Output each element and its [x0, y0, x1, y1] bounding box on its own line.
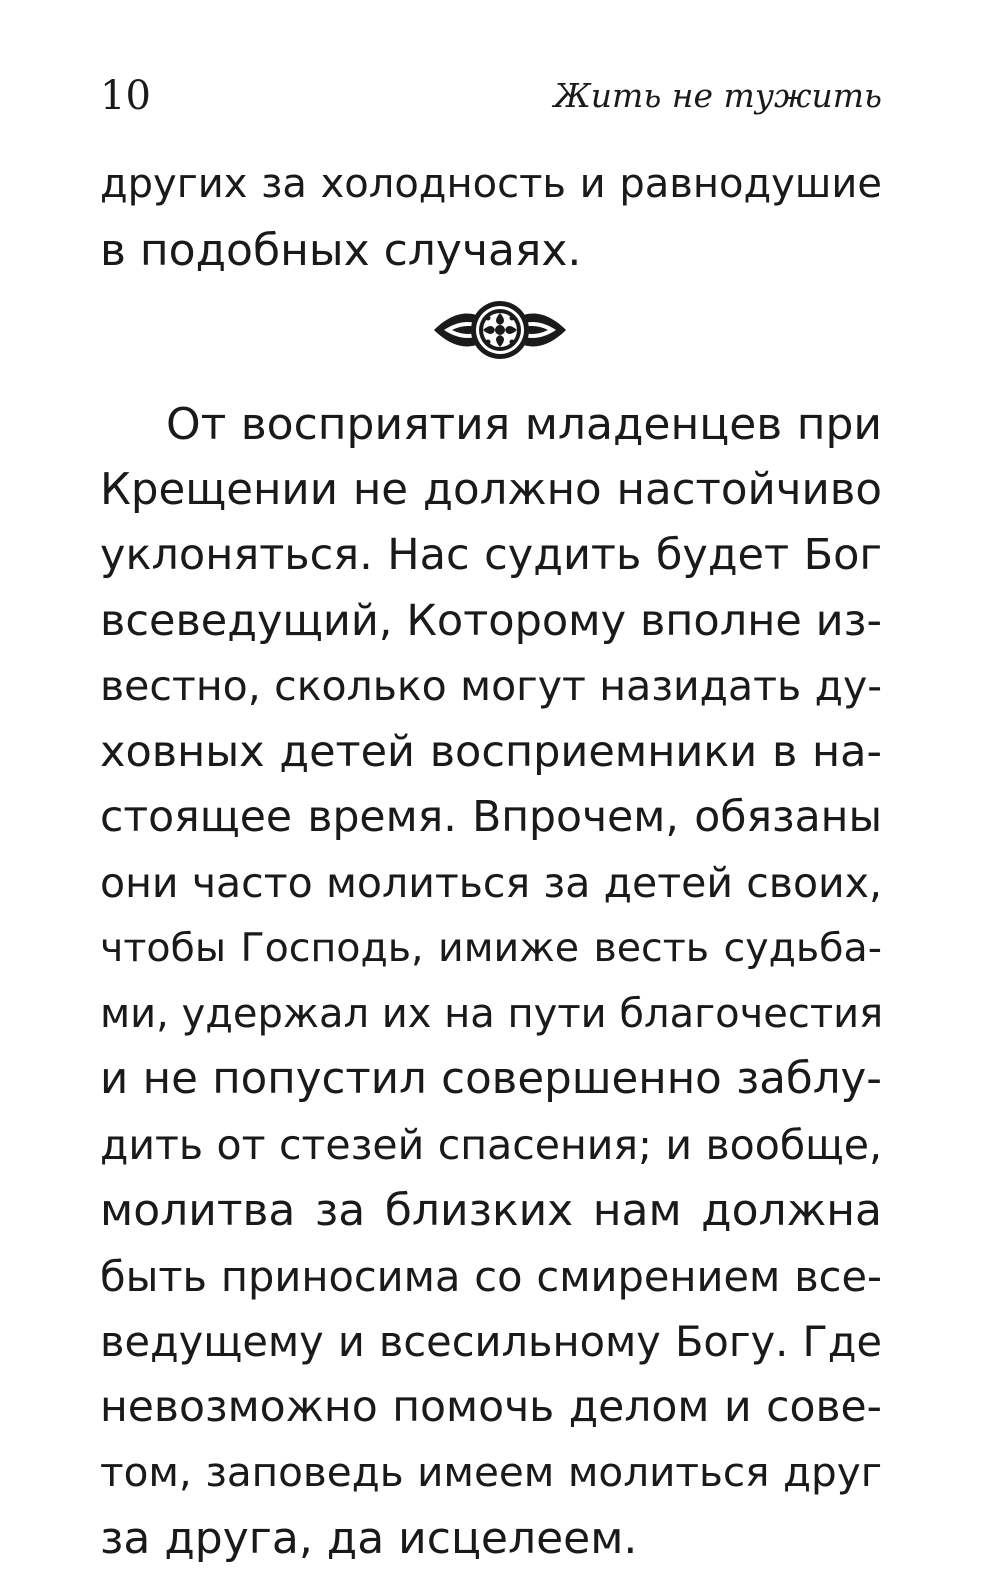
text-line: Крещении не должно настойчиво	[100, 458, 882, 524]
page-number: 10	[100, 66, 151, 126]
text-line: быть приносима со смирением все-	[100, 1244, 882, 1310]
running-title: Жить не тужить	[554, 66, 882, 126]
text-line: в подобных случаях.	[100, 218, 882, 284]
page-header	[100, 66, 882, 126]
text-line: вестно, сколько могут назидать ду-	[100, 654, 882, 720]
text-line: ховных детей восприемники в на-	[100, 720, 882, 786]
text-line: ми, удержал их на пути благочестия	[100, 982, 882, 1048]
text-line: От восприятия младенцев при	[100, 392, 882, 458]
text-line: ведущему и всесильному Богу. Где	[100, 1309, 882, 1375]
text-line: молитва за близких нам должна	[100, 1178, 882, 1244]
text-line: других за холодность и равнодушие	[100, 152, 882, 218]
text-line: чтобы Господь, имиже весть судьба-	[100, 916, 882, 982]
continuation-text	[100, 152, 882, 283]
text-line: и не попустил совершенно заблу-	[100, 1047, 882, 1113]
ornamental-rosette-icon	[430, 298, 570, 362]
text-line: за друга, да исцелеем.	[100, 1506, 882, 1571]
main-paragraph	[100, 392, 882, 1571]
text-line: стоящее время. Впрочем, обязаны	[100, 785, 882, 851]
text-line: уклоняться. Нас судить будет Бог	[100, 523, 882, 589]
text-line: они часто молиться за детей своих,	[100, 851, 882, 917]
text-line: всеведущий, Которому вполне из-	[100, 589, 882, 655]
text-line: дить от стезей спасения; и вообще,	[100, 1113, 882, 1179]
text-line: том, заповедь имеем молиться друг	[100, 1440, 882, 1506]
text-line: невозможно помочь делом и сове-	[100, 1375, 882, 1441]
